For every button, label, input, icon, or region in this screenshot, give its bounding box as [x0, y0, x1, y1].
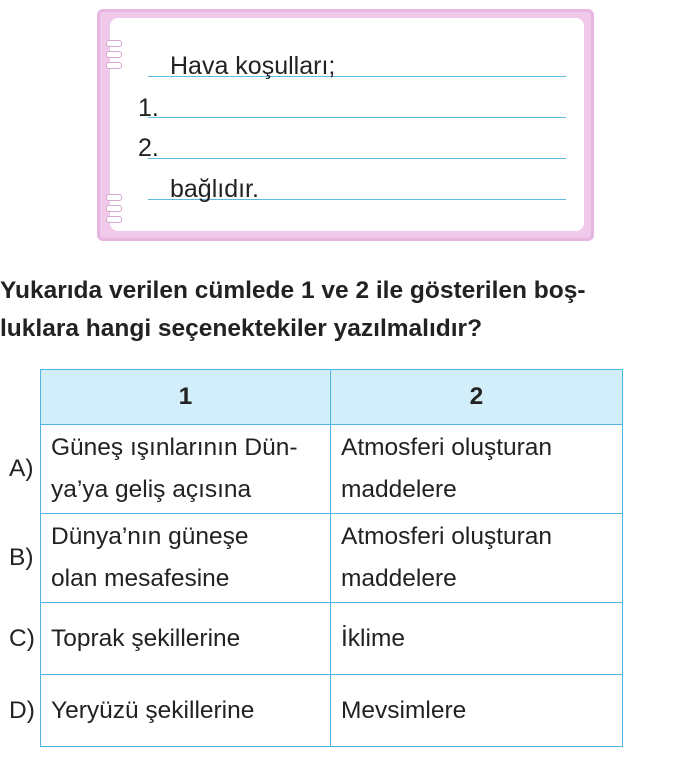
cell-line: maddelere: [341, 565, 457, 592]
spiral-rings-top: [106, 40, 126, 73]
notebook-line-1: Hava koşulları;: [170, 52, 336, 80]
table-row-d[interactable]: [41, 675, 623, 747]
ruled-line: [148, 117, 566, 118]
spiral-ring-icon: [106, 40, 122, 47]
cell-line: Dünya’nın güneşe: [51, 523, 249, 550]
option-label-b[interactable]: B): [9, 544, 34, 571]
cell-col1: [9, 514, 331, 603]
spiral-rings-bottom: [106, 194, 126, 227]
option-label-c[interactable]: C): [9, 624, 35, 652]
table-header-row: [41, 370, 623, 425]
notebook-page: [110, 18, 584, 231]
cell-col2: [331, 425, 623, 514]
option-label-a[interactable]: A): [9, 455, 34, 482]
column-header-2: 2: [331, 370, 623, 425]
question-line-1: Yukarıda verilen cümlede 1 ve 2 ile gösterilen boş-: [0, 277, 586, 304]
notebook-card: [97, 9, 594, 241]
cell-line: maddelere: [341, 476, 457, 503]
cell-col1: [9, 675, 331, 747]
answer-table: [9, 369, 623, 747]
cell-line: Mevsimlere: [341, 696, 467, 724]
cell-line: Atmosferi oluşturan: [341, 434, 553, 461]
cell-line: Atmosferi oluşturan: [341, 523, 553, 550]
ruled-line: [148, 158, 566, 159]
cell-col1: [9, 425, 331, 514]
question-line-2: luklara hangi seçenektekiler yazılmalıdır?: [0, 315, 483, 342]
cell-line: Toprak şekillerine: [51, 624, 241, 652]
spiral-ring-icon: [106, 62, 122, 69]
spiral-ring-icon: [106, 216, 122, 223]
cell-line: ya’ya geliş açısına: [51, 476, 252, 503]
cell-line: Yeryüzü şekillerine: [51, 696, 255, 724]
question-text: [0, 272, 695, 348]
notebook-line-3: 2.: [138, 134, 159, 162]
cell-line: İklime: [341, 624, 405, 652]
cell-col1: [9, 603, 331, 675]
cell-line: olan mesafesine: [51, 565, 230, 592]
cell-col2: [331, 514, 623, 603]
table-row-b[interactable]: [41, 514, 623, 603]
notebook-line-4: bağlıdır.: [170, 175, 259, 203]
cell-line: Güneş ışınlarının Dün-: [51, 434, 298, 461]
spiral-ring-icon: [106, 194, 122, 201]
cell-col2: [331, 675, 623, 747]
table-row-a[interactable]: [41, 425, 623, 514]
column-header-1: 1: [41, 370, 331, 425]
spiral-ring-icon: [106, 51, 122, 58]
option-label-d[interactable]: D): [9, 696, 35, 724]
spiral-ring-icon: [106, 205, 122, 212]
notebook-line-2: 1.: [138, 94, 159, 122]
table-row-c[interactable]: [41, 603, 623, 675]
cell-col2: [331, 603, 623, 675]
